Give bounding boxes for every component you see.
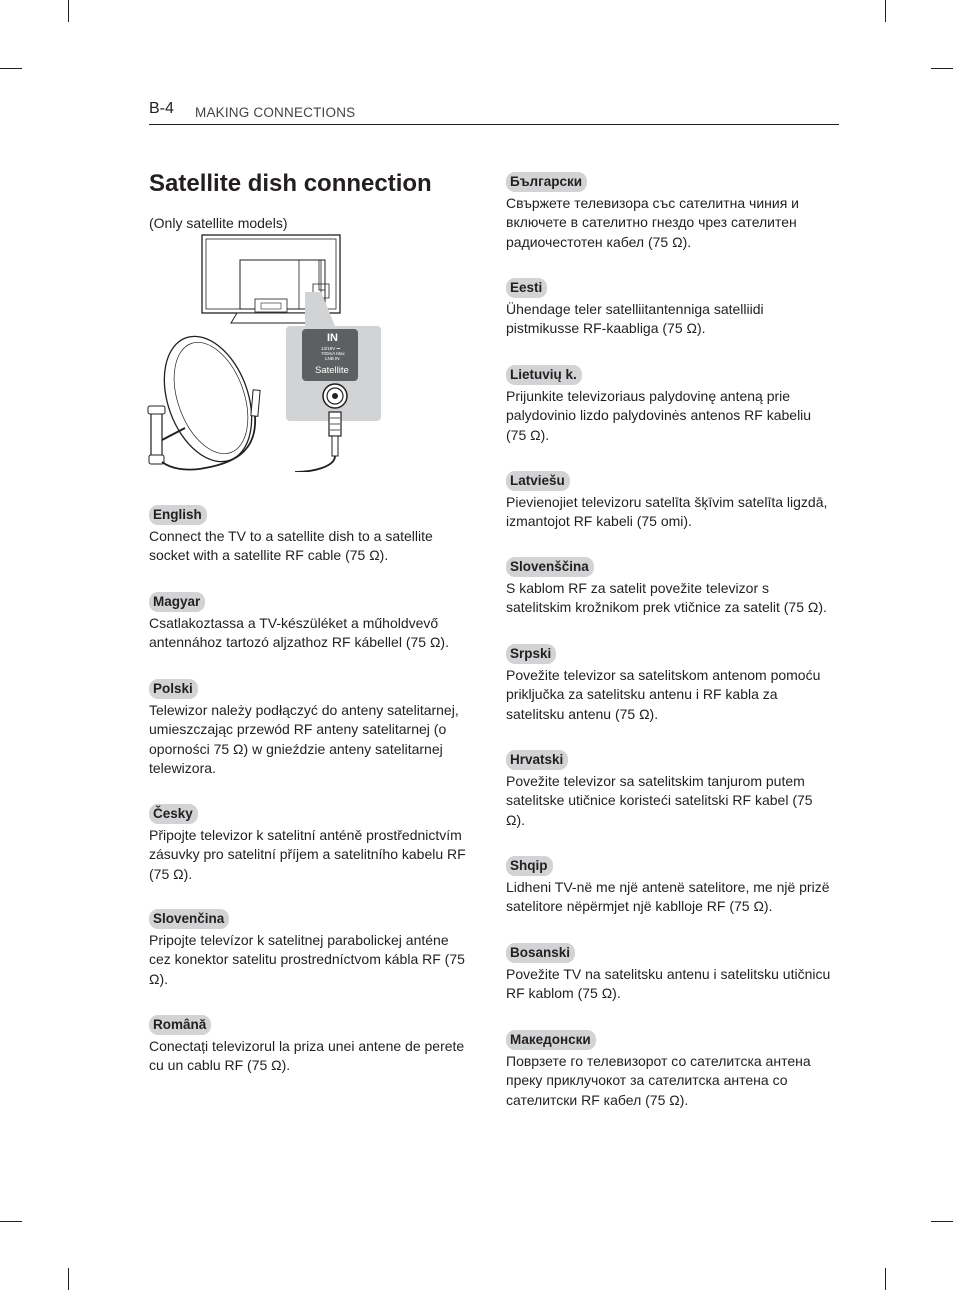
lang-instruction: Pripojte televízor k satelitnej parabolickej anténe cez konektor satelitu prostredníctvom kábla RF (75 Ω). bbox=[149, 932, 465, 987]
subtitle: (Only satellite models) bbox=[149, 215, 288, 231]
lang-tag: Latviešu bbox=[506, 471, 570, 491]
lang-instruction: Povežite televizor sa satelitskim tanjurom putem satelitske utičnice koristeći satelitski RF kabel (75 Ω). bbox=[506, 773, 813, 828]
lang-block-romana bbox=[149, 1015, 474, 1076]
lang-tag: English bbox=[149, 505, 207, 525]
lang-instruction: Connect the TV to a satellite dish to a satellite socket with a satellite RF cable (75 Ω). bbox=[149, 528, 433, 564]
lang-instruction: Свържете телевизора със сателитна чиния и включете в сателитно гнездо чрез сателитен радиочестотен кабел (75 Ω). bbox=[506, 195, 799, 250]
lang-instruction: Prijunkite televizoriaus palydovinę anteną prie palydovinio lizdo palydovinės antenos RF kabeliu (75 Ω). bbox=[506, 388, 812, 443]
svg-text:700mA Max: 700mA Max bbox=[321, 351, 345, 356]
lang-block-bosanski bbox=[506, 943, 831, 1004]
lang-tag: Български bbox=[506, 172, 587, 192]
crop-mark bbox=[68, 0, 69, 22]
svg-text:LNB IN: LNB IN bbox=[325, 356, 340, 361]
lang-instruction: Ühendage teler satelliitantenniga satelliidi pistmikusse RF-kaabliga (75 Ω). bbox=[506, 301, 764, 337]
section-name: MAKING CONNECTIONS bbox=[195, 105, 356, 120]
crop-mark bbox=[885, 0, 886, 22]
crop-mark bbox=[931, 1221, 953, 1222]
lang-tag: Slovenščina bbox=[506, 557, 594, 577]
lang-block-bulgarian bbox=[506, 172, 831, 252]
lang-block-polski bbox=[149, 679, 474, 778]
lang-tag: Shqip bbox=[506, 856, 553, 876]
lang-tag: Bosanski bbox=[506, 943, 575, 963]
lang-instruction: Povežite TV na satelitsku antenu i satelitsku utičnicu RF kablom (75 Ω). bbox=[506, 966, 831, 1002]
page-number: B-4 bbox=[149, 100, 174, 117]
lang-tag: Română bbox=[149, 1015, 211, 1035]
lang-block-slovencina bbox=[149, 909, 474, 989]
lang-tag: Česky bbox=[149, 804, 198, 824]
lang-tag: Polski bbox=[149, 679, 198, 699]
crop-mark bbox=[0, 1221, 22, 1222]
crop-mark bbox=[885, 1268, 886, 1290]
svg-text:13/18V ⎓: 13/18V ⎓ bbox=[321, 346, 341, 351]
lang-block-hrvatski bbox=[506, 750, 831, 830]
port-name-label: Satellite bbox=[315, 365, 349, 376]
port-in-label: IN bbox=[327, 332, 338, 344]
lang-block-makedonski bbox=[506, 1030, 831, 1110]
lang-tag: Eesti bbox=[506, 278, 547, 298]
lang-block-magyar bbox=[149, 592, 474, 653]
lang-block-eesti bbox=[506, 278, 831, 339]
lang-block-srpski bbox=[506, 644, 831, 724]
lang-instruction: Připojte televizor k satelitní anténě prostřednictvím zásuvky pro satelitní příjem a satelitního kabelu RF (75 Ω). bbox=[149, 827, 466, 882]
lang-block-shqip bbox=[506, 856, 831, 917]
lang-instruction: Povežite televizor sa satelitskom antenom pomoću priključka za satelitsku antenu i RF kabla za satelitsku antenu (75 Ω). bbox=[506, 667, 821, 722]
lang-tag: Magyar bbox=[149, 592, 205, 612]
lang-tag: Lietuvių k. bbox=[506, 365, 582, 385]
lang-instruction: Csatlakoztassa a TV-készüléket a műholdvevő antennához tartozó aljzathoz RF kábellel (75 Ω). bbox=[149, 615, 449, 651]
page-header bbox=[149, 100, 839, 125]
lang-instruction: Conectați televizorul la priza unei antene de perete cu un cablu RF (75 Ω). bbox=[149, 1038, 465, 1074]
crop-mark bbox=[68, 1268, 69, 1290]
lang-instruction: S kablom RF za satelit povežite televizor s satelitskim krožnikom prek vtičnice za satelit (75 Ω). bbox=[506, 580, 827, 616]
lang-instruction: Pievienojiet televizoru satelīta šķīvim satelīta ligzdā, izmantojot RF kabeli (75 omi). bbox=[506, 494, 828, 530]
lang-block-latviesu bbox=[506, 471, 831, 532]
lang-instruction: Lidheni TV-në me një antenë satelitore, me një prizë satelitore nëpërmjet një kablloje RF (75 Ω). bbox=[506, 879, 830, 915]
connection-diagram bbox=[145, 232, 385, 472]
lang-tag: Македонски bbox=[506, 1030, 596, 1050]
lang-tag: Srpski bbox=[506, 644, 556, 664]
crop-mark bbox=[931, 68, 953, 69]
satellite-dish-illustration bbox=[148, 324, 268, 472]
crop-mark bbox=[0, 68, 22, 69]
lang-instruction: Telewizor należy podłączyć do anteny satelitarnej, umieszczając przewód RF anteny satelitarnej (o oporności 75 Ω) w gnieździe anteny satelitarnej telewizora. bbox=[149, 702, 459, 776]
lang-tag: Hrvatski bbox=[506, 750, 568, 770]
lang-block-english bbox=[149, 505, 474, 566]
page-title: Satellite dish connection bbox=[149, 170, 432, 197]
lang-block-cesky bbox=[149, 804, 474, 884]
lang-tag: Slovenčina bbox=[149, 909, 229, 929]
lang-block-lietuviu bbox=[506, 365, 831, 445]
lang-block-slovenscina bbox=[506, 557, 831, 618]
lang-instruction: Поврзете го телевизорот со сателитска антена преку приклучокот за сателитска антена со сателитски RF кабел (75 Ω). bbox=[506, 1053, 811, 1108]
